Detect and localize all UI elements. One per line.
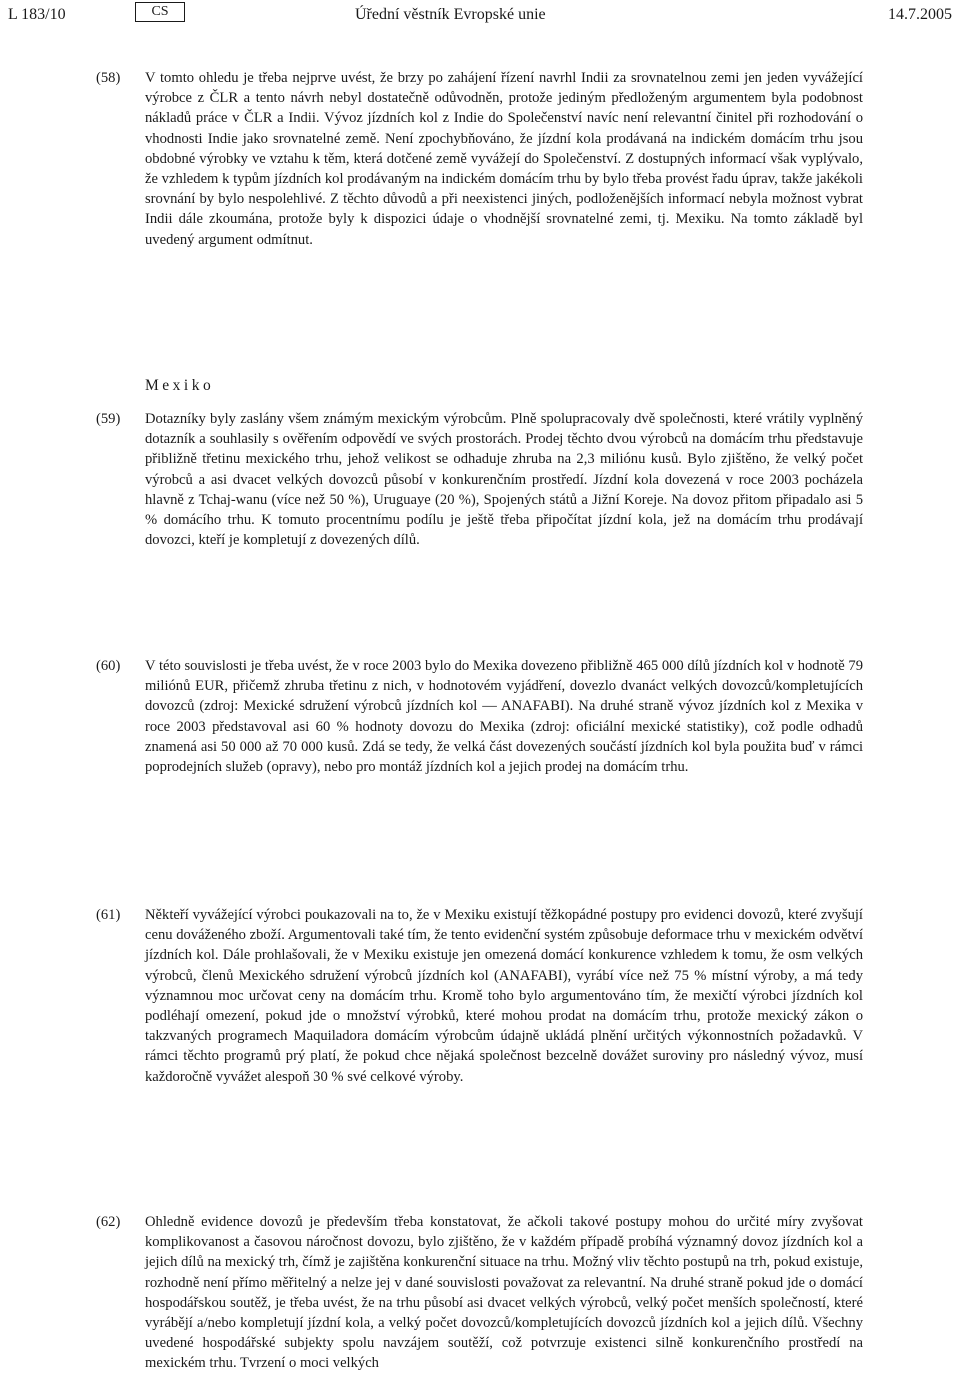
paragraph-text: Někteří vyvážející výrobci poukazovali na to, že v Mexiku existují těžkopádné postupy pro evidenci dovozů, které zvyšují cenu dováženého zboží. Argumentovali také tím, že tento evidenční systém způsobuje deformace trhu v mexickém odvětví jízdních kol. Dále prohlašovali, že v Mexiku existuje jen omezená domácí konkurence vzhledem k tomu, že osm velkých výrobců, členů Mexického sdružení výrobců jízdních kol (ANAFABI), vyrábí více než 75 % místní výroby, a má tedy významnou moc určovat ceny na domácím trhu. Kromě toho bylo argumentováno tím, že mexičtí výrobci jízdních kol podléhají omezení, pokud jde o množství výrobků, které mohou prodat na domácím trhu, protože mexický zákon o takzvaných programech Maquiladora domácím výrobcům údajně ukládá plnění určitých výkonnostních požadavků. V rámci těchto programů prý platí, že pokud chce nějaká společnost bezcelně dovážet suroviny pro následný vývoz, musí každoročně vyvážet alespoň 30 % své celkové výroby. — [145, 907, 863, 1085]
paragraph-text: V této souvislosti je třeba uvést, že v roce 2003 bylo do Mexika dovezeno přibližně 465 000 dílů jízdních kol v hodnotě 79 miliónů EUR, přičemž zhruba třetinu z nich, v hodnotovém vyjádření, dovezlo dvanáct velkých dovozců/kompletujících dovozců (zdroj: Mexické sdružení výrobců jízdních kol — ANAFABI). Na druhé straně vývoz jízdních kol z Mexika v roce 2003 představoval asi 60 % hodnoty dovozu do Mexika (zdroj: oficiální mexické statistiky), což podle odhadů znamená asi 50 000 až 70 000 kusů. Zdá se tedy, že velká část dovezených součástí jízdních kol byla použita buď v rámci poprodejních služeb (opravy), nebo pro montáž jízdních kol a jejich prodej na domácím trhu. — [145, 658, 863, 776]
paragraph-text: Dotazníky byly zaslány všem známým mexickým výrobcům. Plně spolupracovaly dvě společnosti, které vrátily vyplněný dotazník a souhlasily s ověřením odpovědí ve svých prostorách. Prodej těchto dvou výrobců na domácím trhu představuje přibližně třetinu mexického trhu, jehož velikost se odhaduje zhruba na 2,3 miliónu kusů. Bylo zjištěno, že velký počet výrobců a asi dvacet velkých dovozců působí v konkurenčním prostředí. Jízdní kola dovezená v roce 2003 pocházela hlavně z Tchaj-wanu (více než 50 %), Uruguaye (20 %), Spojených států a Jižní Koreje. Na dovoz přitom připadalo asi 5 % domácího trhu. K tomuto procentnímu podílu je ještě třeba připočítat jízdní kola, jež na domácím trhu prodávají dovozci, kteří je kompletují z dovezených dílů. — [145, 411, 863, 549]
page-header — [0, 0, 960, 22]
section-heading: Mexiko — [145, 377, 215, 394]
paragraph-59 — [96, 409, 863, 550]
paragraph-text: V tomto ohledu je třeba nejprve uvést, že brzy po zahájení řízení navrhl Indii za srovnatelnou zemi jen jeden vyvážející výrobce z ČLR a tento návrh nebyl dostatečně odůvodněn, protože jediným předloženým argumentem byla podobnost nákladů práce v ČLR a Indii. Vývoz jízdních kol z Indie do Společenství navíc není relevantní činitel při rozhodování o vhodnosti Indie jako srovnatelné země. Není zpochybňováno, že jízdní kola prodávaná na indickém domácím trhu jsou obdobné výrobky ve vztahu k těm, která dotčené země vyvážejí do Společenství. Z dostupných informací však vyplývalo, že vzhledem k typům jízdních kol prodávaným na indickém domácím trhu by bylo třeba provést řadu úprav, takže jakékoli srovnání by bylo nespolehlivé. Z těchto důvodů a při neexistenci jiných, podloženějších informací nebyla možnost vybrat Indii dále zkoumána, protože byly k dispozici údaje o vhodnější srovnatelné zemi, tj. Mexiku. Na tomto základě byl uvedený argument odmítnut. — [145, 70, 863, 248]
paragraph-text: Ohledně evidence dovozů je především třeba konstatovat, že ačkoli takové postupy mohou do určité míry zvyšovat komplikovanost a časovou náročnost dovozu, bylo zjištěno, že v každém případě probíhá významný dovoz jízdních kol a jejich dílů na mexický trh, čímž je zajištěna konkurenční situace na trhu. Možný vliv těchto postupů na trh, pokud existuje, rozhodně není přímo měřitelný a nelze jej v dané souvislosti považovat za relevantní. Na druhé straně pokud jde o domácí hospodářskou soutěž, je třeba uvést, že na trhu působí asi dvacet velkých výrobců, velký počet menších společností, které vyrábějí a/nebo kompletují jízdní kola, a velký počet dovozců/kompletujících dovozců jízdních kol a jejich dílů. Všechny uvedené hospodářské subjekty spolu navzájem soutěží, což potvrzuje existenci silně konkurenčního prostředí na mexickém trhu. Tvrzení o moci velkých — [145, 1214, 863, 1372]
page-number: L 183/10 — [8, 6, 66, 23]
publication-date: 14.7.2005 — [888, 6, 952, 23]
paragraph-number: (59) — [96, 411, 121, 427]
paragraph-number: (60) — [96, 658, 121, 674]
journal-title: Úřední věstník Evropské unie — [355, 6, 546, 23]
paragraph-number: (58) — [96, 70, 121, 86]
paragraph-58 — [96, 68, 863, 250]
paragraph-number: (61) — [96, 907, 121, 923]
language-badge: CS — [135, 2, 185, 22]
paragraph-60 — [96, 656, 863, 777]
paragraph-number: (62) — [96, 1214, 121, 1230]
paragraph-61 — [96, 905, 863, 1087]
paragraph-62 — [96, 1212, 863, 1374]
